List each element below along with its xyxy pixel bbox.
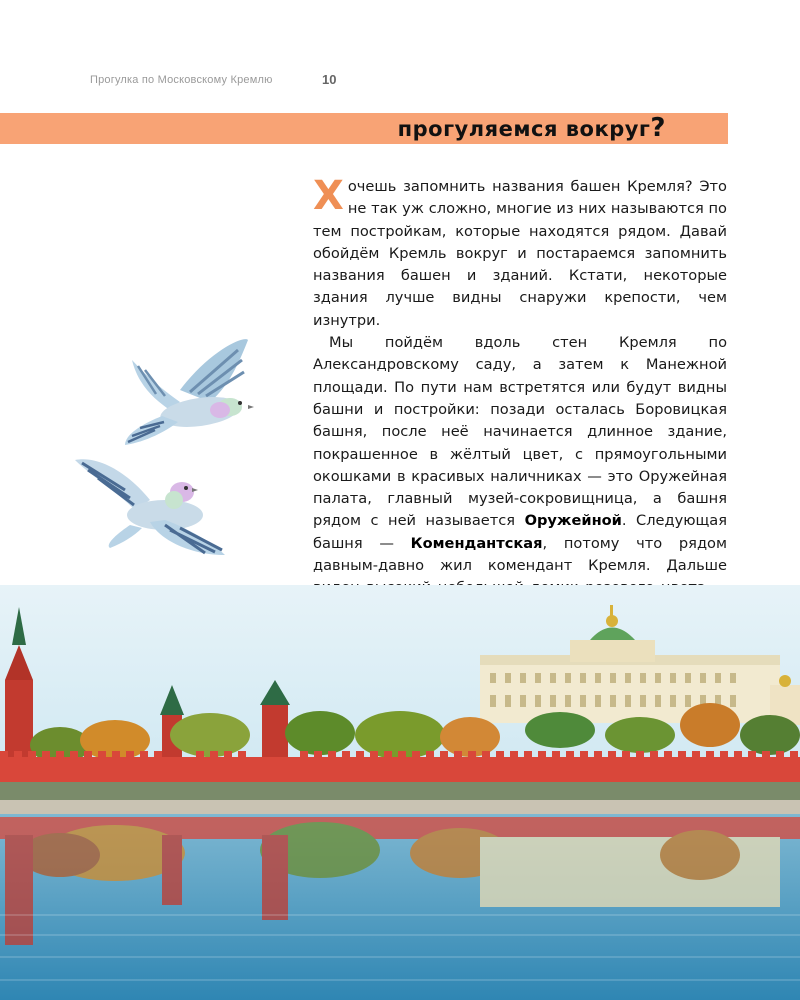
section-title-mark: ? [650, 113, 666, 143]
article-text [313, 173, 728, 576]
term-oruzheynaya: Оружейной [524, 512, 622, 530]
paragraph-2-text-c: , потому что рядом давным-давно жил комендант Кремля. Дальше [313, 534, 727, 575]
paragraph-2-text-b: . Следующая башня — [313, 512, 728, 552]
section-title [398, 113, 666, 144]
paragraph-1 [313, 173, 727, 332]
paragraph-2-text-a: Мы пойдём вдоль стен Кремля по Александровскому саду, а затем к Манежной площади. По пути нам встретятся или будут видны башни и постройки: позади осталась Боровицкая башня, после неё начинается длинное здание, покрашенное в жёлтый цвет, с прямоугольными окошками в красивых наличниках — это Оружейная палата, главный музей-сокровищница, а башня рядом с ней называется [313, 334, 727, 530]
running-head: Прогулка по Московскому Кремлю [90, 74, 273, 86]
lower-dove [75, 459, 225, 555]
kremlin-embankment-photo [0, 585, 800, 1000]
embankment-stone [0, 800, 800, 814]
drop-cap: Х [313, 173, 344, 219]
page-number: 10 [322, 72, 337, 87]
term-komendantskaya: Комендантская [410, 534, 543, 552]
paragraph-1-text: очешь запомнить названия башен Кремля? Это не так уж сложно, многие из них называются по тем постройкам, которые находятся рядом. Давай обойдём Кремль вокруг и постараемся запомнить названия башен и зданий. Кстати, некоторые здания лучше видны снаружи крепости, чем изнутри. [313, 178, 727, 329]
dove-illustration-icon [70, 330, 260, 570]
section-title-text: прогуляемся вокруг [397, 117, 651, 141]
upper-dove [125, 339, 254, 445]
embankment-greenery [0, 782, 800, 800]
wall-battlements [0, 751, 798, 758]
kremlin-wall [0, 757, 800, 782]
